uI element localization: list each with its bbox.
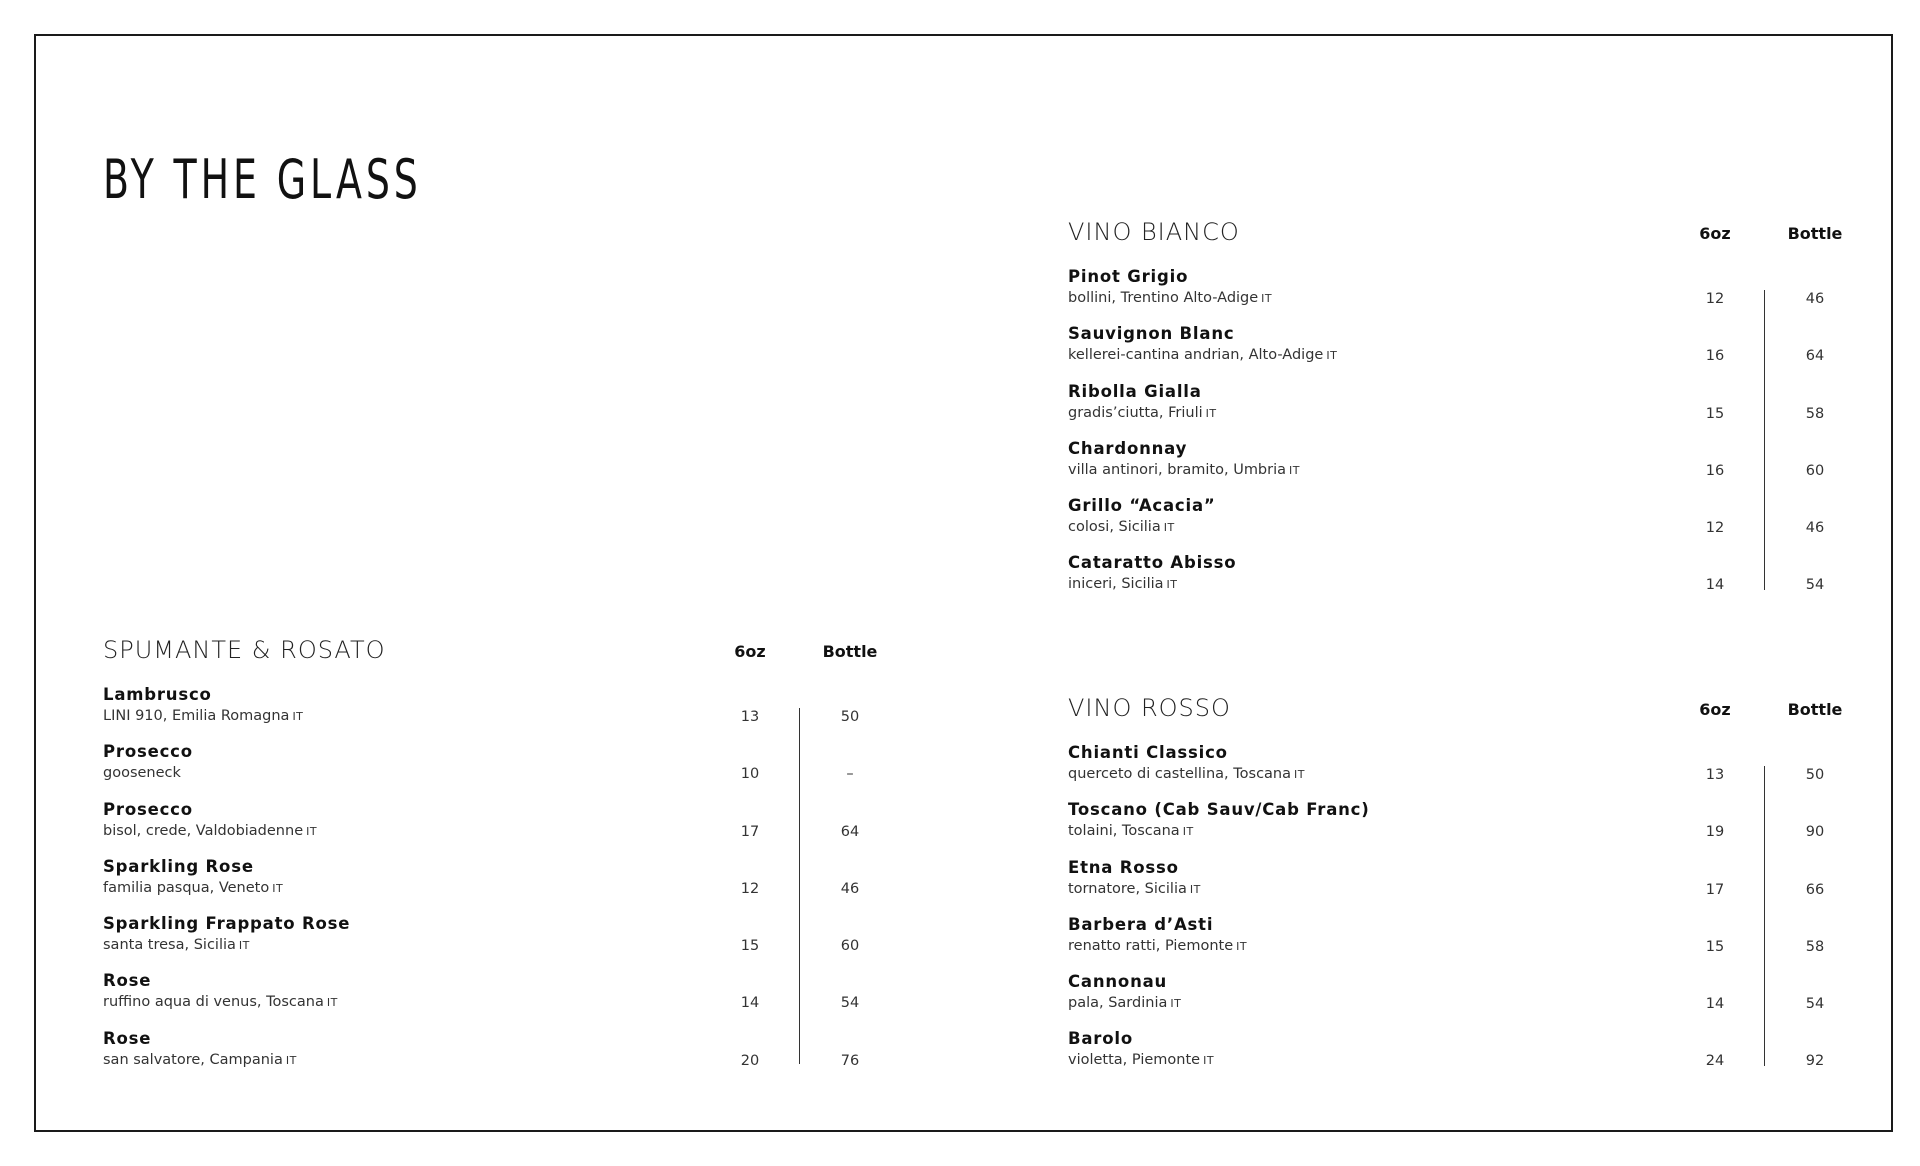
section-title: VINO BIANCO — [1068, 218, 1240, 246]
price-bottle: 92 — [1805, 1053, 1825, 1070]
wine-producer: pala, Sardinia — [1068, 995, 1168, 1012]
wine-producer: colosi, Sicilia — [1068, 519, 1161, 536]
wine-name: Pinot Grigio — [1068, 267, 1189, 286]
wine-item — [103, 742, 883, 799]
wine-name: Toscano (Cab Sauv/Cab Franc) — [1068, 800, 1370, 820]
wine-name: Sauvignon Blanc — [1068, 324, 1235, 344]
section-bianco — [1068, 218, 1858, 611]
wine-item — [1068, 743, 1858, 800]
wine-producer: gooseneck — [103, 765, 181, 782]
price-6oz: 12 — [1705, 291, 1725, 307]
wine-list — [103, 685, 883, 1086]
column-header-6oz: 6oz — [1699, 700, 1731, 719]
wine-name: Rose — [103, 971, 152, 991]
wine-origin: IT — [1166, 578, 1178, 592]
wine-item — [1068, 267, 1858, 324]
price-bottle: 64 — [840, 823, 860, 840]
wine-origin: IT — [1326, 349, 1338, 363]
price-6oz: 16 — [1705, 462, 1725, 479]
column-header-bottle: Bottle — [822, 642, 878, 661]
price-6oz: 15 — [740, 938, 760, 955]
price-6oz: 17 — [1705, 881, 1725, 898]
price-bottle: 50 — [840, 709, 860, 725]
wine-producer-region — [1068, 823, 1194, 839]
wine-producer: querceto di castellina, Toscana — [1068, 766, 1292, 782]
wine-item — [1068, 858, 1858, 915]
section-title: VINO ROSSO — [1068, 694, 1231, 722]
wine-origin: IT — [285, 1053, 297, 1067]
price-6oz: 13 — [740, 709, 760, 725]
wine-item — [1068, 1029, 1858, 1086]
price-bottle: 58 — [1805, 405, 1825, 422]
column-header-6oz: 6oz — [734, 642, 766, 661]
price-6oz: 12 — [1705, 520, 1725, 537]
wine-producer-region — [1068, 938, 1247, 954]
wine-producer-region — [103, 765, 181, 781]
wine-origin: IT — [1189, 882, 1201, 896]
wine-name: Barbera d’Asti — [1068, 914, 1214, 934]
price-6oz: 24 — [1705, 1053, 1725, 1070]
wine-producer: tolaini, Toscana — [1068, 823, 1180, 840]
price-bottle: 50 — [1805, 767, 1825, 783]
wine-producer-region — [1068, 766, 1305, 782]
wine-origin: IT — [272, 881, 284, 895]
wine-name: Etna Rosso — [1068, 857, 1179, 877]
wine-origin: IT — [1163, 521, 1175, 535]
wine-origin: IT — [306, 824, 318, 838]
wine-item — [103, 914, 883, 971]
wine-item — [103, 685, 883, 742]
wine-producer: gradis’ciutta, Friuli — [1068, 404, 1203, 421]
price-bottle: 60 — [1805, 462, 1825, 479]
wine-producer: bollini, Trentino Alto-Adige — [1068, 290, 1259, 306]
wine-producer-region — [103, 880, 283, 896]
column-header-6oz: 6oz — [1699, 224, 1731, 243]
wine-name: Sparkling Frappato Rose — [103, 914, 351, 934]
price-6oz: 15 — [1705, 405, 1725, 422]
price-6oz: 13 — [1705, 767, 1725, 783]
wine-producer-region — [103, 708, 303, 724]
wine-producer: san salvatore, Campania — [103, 1051, 283, 1068]
wine-origin: IT — [1170, 997, 1182, 1011]
wine-name: Prosecco — [103, 742, 193, 762]
price-6oz: 12 — [740, 880, 760, 897]
wine-producer: renatto ratti, Piemonte — [1068, 937, 1234, 954]
price-bottle: 46 — [840, 880, 860, 897]
wine-producer-region — [1068, 519, 1175, 535]
wine-item — [103, 1029, 883, 1086]
price-bottle: 66 — [1805, 881, 1825, 898]
section-header — [1068, 218, 1858, 258]
wine-origin: IT — [238, 939, 250, 953]
price-6oz: 20 — [740, 1052, 760, 1069]
wine-origin: IT — [1294, 768, 1305, 781]
price-bottle: 90 — [1805, 824, 1825, 841]
price-6oz: 19 — [1705, 824, 1725, 841]
wine-origin: IT — [1205, 406, 1217, 420]
wine-producer-region — [1068, 405, 1217, 421]
wine-producer-region — [103, 823, 317, 839]
wine-origin: IT — [1182, 825, 1194, 839]
wine-name: Cataratto Abisso — [1068, 553, 1237, 573]
wine-producer: violetta, Piemonte — [1068, 1052, 1201, 1069]
column-header-bottle: Bottle — [1787, 700, 1843, 719]
wine-producer: tornatore, Sicilia — [1068, 880, 1187, 897]
section-title: SPUMANTE & ROSATO — [103, 636, 386, 664]
wine-producer: villa antinori, bramito, Umbria — [1068, 461, 1287, 478]
wine-origin: IT — [1261, 292, 1273, 305]
wine-producer: santa tresa, Sicilia — [103, 937, 236, 954]
wine-name: Prosecco — [103, 799, 193, 819]
price-bottle: 60 — [840, 938, 860, 955]
wine-item — [103, 971, 883, 1028]
price-bottle: 76 — [840, 1052, 860, 1069]
wine-name: Barolo — [1068, 1029, 1133, 1049]
wine-producer-region — [1068, 290, 1272, 306]
wine-origin: IT — [326, 996, 338, 1010]
section-header — [1068, 694, 1858, 734]
section-spumante — [103, 636, 883, 1086]
section-rosso — [1068, 694, 1858, 1087]
wine-producer-region — [103, 1052, 297, 1068]
wine-name: Lambrusco — [103, 685, 212, 704]
wine-producer: ruffino aqua di venus, Toscana — [103, 994, 324, 1011]
wine-producer-region — [1068, 995, 1181, 1011]
wine-item — [1068, 553, 1858, 610]
wine-item — [1068, 915, 1858, 972]
price-6oz: 14 — [1705, 577, 1725, 594]
column-header-bottle: Bottle — [1787, 224, 1843, 243]
wine-name: Cannonau — [1068, 972, 1168, 992]
price-bottle: 54 — [1805, 577, 1825, 594]
wine-name: Ribolla Gialla — [1068, 381, 1202, 401]
price-bottle: 54 — [1805, 996, 1825, 1013]
wine-origin: IT — [292, 710, 304, 723]
wine-name: Sparkling Rose — [103, 856, 254, 876]
price-6oz: 10 — [740, 766, 760, 783]
price-bottle: – — [846, 766, 854, 783]
price-bottle: 46 — [1805, 520, 1825, 537]
wine-producer-region — [1068, 576, 1178, 592]
price-bottle: 58 — [1805, 938, 1825, 955]
wine-producer: LINI 910, Emilia Romagna — [103, 708, 290, 724]
wine-producer-region — [1068, 462, 1300, 478]
price-bottle: 54 — [840, 995, 860, 1012]
wine-origin: IT — [1236, 939, 1248, 953]
wine-origin: IT — [1203, 1054, 1215, 1068]
wine-name: Chianti Classico — [1068, 743, 1228, 762]
wine-name: Rose — [103, 1028, 152, 1048]
wine-producer: iniceri, Sicilia — [1068, 576, 1164, 593]
price-bottle: 46 — [1805, 291, 1825, 307]
page-title: BY THE GLASS — [103, 148, 422, 211]
wine-item — [1068, 972, 1858, 1029]
price-6oz: 14 — [1705, 996, 1725, 1013]
wine-item — [1068, 324, 1858, 381]
wine-producer: bisol, crede, Valdobiadenne — [103, 822, 304, 839]
wine-producer-region — [103, 994, 338, 1010]
price-6oz: 14 — [740, 995, 760, 1012]
wine-item — [103, 800, 883, 857]
wine-item — [1068, 800, 1858, 857]
price-6oz: 17 — [740, 823, 760, 840]
price-6oz: 16 — [1705, 348, 1725, 365]
wine-item — [1068, 439, 1858, 496]
price-6oz: 15 — [1705, 938, 1725, 955]
wine-item — [1068, 496, 1858, 553]
wine-producer-region — [1068, 1052, 1214, 1068]
wine-producer: kellerei-cantina andrian, Alto-Adige — [1068, 347, 1324, 364]
wine-item — [1068, 382, 1858, 439]
price-bottle: 64 — [1805, 348, 1825, 365]
wine-item — [103, 857, 883, 914]
wine-list — [1068, 743, 1858, 1087]
wine-list — [1068, 267, 1858, 611]
wine-name: Grillo “Acacia” — [1068, 496, 1216, 516]
wine-name: Chardonnay — [1068, 438, 1188, 458]
wine-producer-region — [1068, 347, 1337, 363]
wine-producer-region — [103, 937, 250, 953]
section-header — [103, 636, 883, 676]
wine-producer: familia pasqua, Veneto — [103, 879, 270, 896]
wine-producer-region — [1068, 881, 1201, 897]
wine-origin: IT — [1289, 463, 1300, 477]
